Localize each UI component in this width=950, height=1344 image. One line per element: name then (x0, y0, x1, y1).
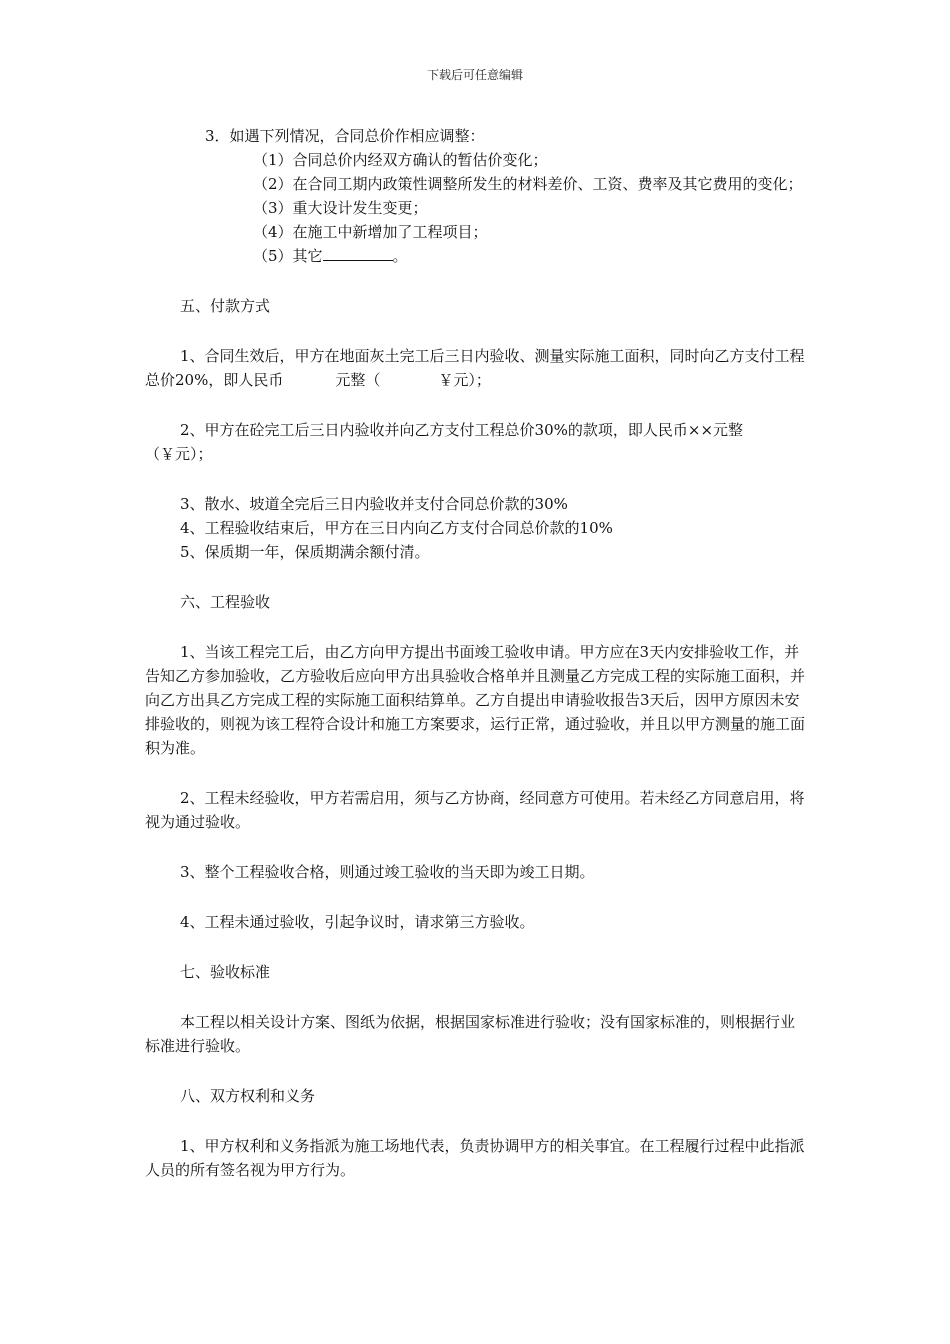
section-5-p1-part-c: ￥元）； (438, 371, 491, 389)
section-7-paragraph-1: 本工程以相关设计方案、图纸为依据，根据国家标准进行验收；没有国家标准的，则根据行业标准进行验收。 (145, 1013, 796, 1055)
clause-3-sub-4: （4）在施工中新增加了工程项目； (253, 223, 488, 241)
section-5-paragraph-2: 2、甲方在砼完工后三日内验收并向乙方支付工程总价30%的款项，即人民币××元整（￥元）； (145, 421, 744, 463)
section-8-paragraph-1: 1、甲方权利和义务指派为施工场地代表，负责协调甲方的相关事宜。在工程履行过程中此指派人员的所有签名视为甲方行为。 (145, 1137, 805, 1179)
document-body (145, 124, 807, 1182)
section-6-paragraph-3: 3、整个工程验收合格，则通过竣工验收的当天即为竣工日期。 (180, 863, 595, 881)
section-5-title: 五、付款方式 (180, 297, 271, 315)
page-header: 下载后可任意编辑 (426, 68, 523, 82)
clause-3-title: 3．如遇下列情况，合同总价作相应调整： (205, 127, 485, 145)
section-8-title: 八、双方权利和义务 (180, 1087, 316, 1105)
clause-3-sub-5-suffix: 。 (392, 247, 408, 265)
section-5-p1-part-b: 元整（ (335, 371, 381, 389)
section-5-paragraph-3: 3、散水、坡道全完后三日内验收并支付合同总价款的30% (180, 495, 568, 513)
section-6-paragraph-2: 2、工程未经验收，甲方若需启用，须与乙方协商，经同意方可使用。若未经乙方同意启用，将视为通过验收。 (145, 789, 805, 831)
clause-3-sub-1: （1）合同总价内经双方确认的暂估价变化； (253, 151, 548, 169)
section-6-paragraph-1: 1、当该工程完工后，由乙方向甲方提出书面竣工验收申请。甲方应在3天内安排验收工作，并告知乙方参加验收，乙方验收后应向甲方出具验收合格单并且测量乙方完成工程的实际施工面积，并向乙方出具乙方完成工程的实际施工面积结算单。乙方自提出申请验收报告3天后，因甲方原因未安排验收的，则视为该工程符合设计和施工方案要求，运行正常，通过验收，并且以甲方测量的施工面积为准。 (145, 643, 806, 757)
section-5-p1-part-a: 1、合同生效后，甲方在地面灰土完工后三日内验收、测量实际施工面积，同时向乙方支付工程总价20%，即人民币 (145, 347, 805, 389)
section-5-paragraph-5: 5、保质期一年，保质期满余额付清。 (180, 543, 430, 561)
blank-underline (323, 246, 393, 261)
section-5-paragraph-1 (145, 344, 807, 392)
section-7-title: 七、验收标准 (180, 963, 271, 981)
section-6-paragraph-4: 4、工程未通过验收，引起争议时，请求第三方验收。 (180, 913, 535, 931)
clause-3-sub-5 (145, 244, 807, 268)
clause-3-sub-2: （2）在合同工期内政策性调整所发生的材料差价、工资、费率及其它费用的变化； (253, 175, 803, 193)
clause-3-sub-5-prefix: （5）其它 (253, 247, 323, 265)
section-5-paragraph-4: 4、工程验收结束后，甲方在三日内向乙方支付合同总价款的10% (180, 519, 613, 537)
clause-3-sub-3: （3）重大设计发生变更； (253, 199, 428, 217)
section-6-title: 六、工程验收 (180, 593, 271, 611)
